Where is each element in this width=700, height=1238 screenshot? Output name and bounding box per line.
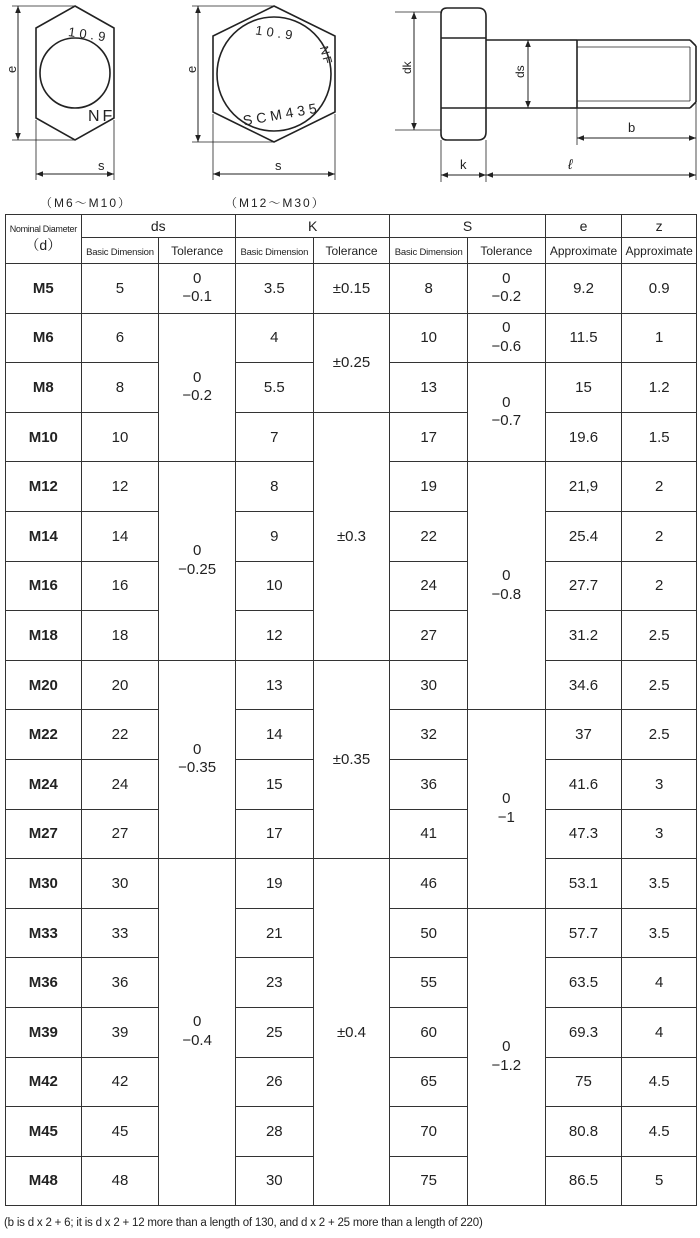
cell-z-approx: 4 <box>622 958 697 1008</box>
cell-k-tolerance: ±0.35 <box>313 660 390 858</box>
table-row <box>6 313 697 363</box>
table-row <box>6 859 697 909</box>
cell-z-approx: 2.5 <box>622 611 697 661</box>
dim-label-s-2: s <box>275 158 282 173</box>
cell-s-basic: 41 <box>390 809 468 859</box>
subheader-ds-tolerance: Tolerance <box>159 238 236 264</box>
tolerance-lower: −0.8 <box>491 585 522 603</box>
tolerance-upper: 0 <box>192 1013 202 1031</box>
cell-ds-tolerance <box>159 859 236 1206</box>
cell-ds-basic: 16 <box>81 561 159 611</box>
cell-e-approx: 37 <box>545 710 622 760</box>
cell-ds-basic: 5 <box>81 264 159 314</box>
tolerance-upper: 0 <box>502 790 511 808</box>
cell-e-approx: 53.1 <box>545 859 622 909</box>
cell-k-basic: 7 <box>235 412 313 462</box>
cell-s-basic: 8 <box>390 264 468 314</box>
table-row <box>6 660 697 710</box>
cell-ds-basic: 22 <box>81 710 159 760</box>
cell-e-approx: 11.5 <box>545 313 622 363</box>
head-mark-grade-2: 10.9 <box>254 22 298 44</box>
tolerance-lower: −0.4 <box>182 1032 212 1050</box>
cell-k-basic: 26 <box>235 1057 313 1107</box>
header-nominal-diameter: Nominal Diameter （d） <box>6 215 82 264</box>
tolerance-lower: −0.1 <box>182 288 212 306</box>
dim-label-ds: ds <box>513 65 527 78</box>
cell-z-approx: 4 <box>622 1007 697 1057</box>
dim-label-s-1: s <box>98 158 105 173</box>
cell-ds-tolerance <box>159 313 236 462</box>
cell-k-basic: 30 <box>235 1156 313 1206</box>
subheader-k-tolerance: Tolerance <box>313 238 390 264</box>
cell-s-basic: 10 <box>390 313 468 363</box>
cell-k-basic: 13 <box>235 660 313 710</box>
tolerance-upper: 0 <box>192 269 202 287</box>
cell-k-basic: 17 <box>235 809 313 859</box>
head-mark-maker-1: NF <box>88 108 116 125</box>
bolt-drawing <box>0 0 700 212</box>
cell-z-approx: 1 <box>622 313 697 363</box>
dim-label-dk: dk <box>400 61 414 74</box>
cell-ds-basic: 18 <box>81 611 159 661</box>
cell-e-approx: 47.3 <box>545 809 622 859</box>
cell-z-approx: 2 <box>622 511 697 561</box>
tolerance-lower: −1.2 <box>491 1057 522 1074</box>
cell-nominal-diameter: M10 <box>6 412 82 462</box>
cell-z-approx: 2.5 <box>622 660 697 710</box>
cell-s-basic: 60 <box>390 1007 468 1057</box>
tolerance-lower: −0.7 <box>491 412 522 430</box>
cell-nominal-diameter: M30 <box>6 859 82 909</box>
tolerance-upper: 0 <box>502 319 511 337</box>
cell-s-tolerance <box>468 363 546 462</box>
cell-nominal-diameter: M33 <box>6 908 82 958</box>
cell-nominal-diameter: M12 <box>6 462 82 512</box>
cell-z-approx: 3.5 <box>622 859 697 909</box>
dim-label-e-2: e <box>184 65 199 73</box>
header-ds: ds <box>81 215 235 238</box>
cell-nominal-diameter: M5 <box>6 264 82 314</box>
cell-ds-tolerance <box>159 462 236 660</box>
cell-z-approx: 2.5 <box>622 710 697 760</box>
cell-z-approx: 0.9 <box>622 264 697 314</box>
tolerance-upper: 0 <box>502 393 511 411</box>
cell-s-basic: 22 <box>390 511 468 561</box>
cell-s-basic: 30 <box>390 660 468 710</box>
cell-ds-basic: 24 <box>81 759 159 809</box>
table-row <box>6 264 697 314</box>
header-z: z <box>622 215 697 238</box>
tolerance-lower: −0.2 <box>182 387 212 405</box>
tolerance-upper: 0 <box>502 269 511 287</box>
cell-ds-basic: 8 <box>81 363 159 413</box>
bolt-dimension-table <box>5 214 697 1206</box>
cell-k-basic: 23 <box>235 958 313 1008</box>
cell-e-approx: 41.6 <box>545 759 622 809</box>
cell-nominal-diameter: M48 <box>6 1156 82 1206</box>
cell-ds-basic: 10 <box>81 412 159 462</box>
cell-s-basic: 27 <box>390 611 468 661</box>
cell-ds-basic: 33 <box>81 908 159 958</box>
cell-k-basic: 10 <box>235 561 313 611</box>
cell-ds-basic: 6 <box>81 313 159 363</box>
cell-nominal-diameter: M6 <box>6 313 82 363</box>
dim-label-b: b <box>628 120 636 135</box>
cell-s-basic: 32 <box>390 710 468 760</box>
cell-z-approx: 2 <box>622 561 697 611</box>
header-e: e <box>545 215 622 238</box>
cell-s-basic: 46 <box>390 859 468 909</box>
cell-z-approx: 3 <box>622 809 697 859</box>
cell-ds-basic: 36 <box>81 958 159 1008</box>
caption-m12-m30: （M12～M30） <box>225 196 326 210</box>
cell-z-approx: 4.5 <box>622 1107 697 1157</box>
cell-s-basic: 36 <box>390 759 468 809</box>
bolt-dimension-figure <box>0 0 700 212</box>
cell-z-approx: 3.5 <box>622 908 697 958</box>
cell-k-basic: 3.5 <box>235 264 313 314</box>
cell-s-basic: 50 <box>390 908 468 958</box>
subheader-k-basic: Basic Dimension <box>235 238 313 264</box>
cell-e-approx: 27.7 <box>545 561 622 611</box>
cell-ds-basic: 48 <box>81 1156 159 1206</box>
cell-nominal-diameter: M45 <box>6 1107 82 1157</box>
cell-e-approx: 21,9 <box>545 462 622 512</box>
header-k: K <box>235 215 389 238</box>
cell-k-basic: 21 <box>235 908 313 958</box>
head-mark-maker-2: NF <box>316 44 336 68</box>
cell-k-tolerance: ±0.15 <box>313 264 390 314</box>
cell-ds-basic: 45 <box>81 1107 159 1157</box>
subheader-s-tolerance: Tolerance <box>468 238 546 264</box>
cell-ds-tolerance <box>159 660 236 858</box>
cell-s-basic: 70 <box>390 1107 468 1157</box>
cell-k-basic: 12 <box>235 611 313 661</box>
cell-e-approx: 15 <box>545 363 622 413</box>
subheader-s-basic: Basic Dimension <box>390 238 468 264</box>
cell-z-approx: 5 <box>622 1156 697 1206</box>
cell-nominal-diameter: M18 <box>6 611 82 661</box>
table-row <box>6 412 697 462</box>
cell-e-approx: 86.5 <box>545 1156 622 1206</box>
tolerance-upper: 0 <box>192 542 202 560</box>
cell-s-basic: 13 <box>390 363 468 413</box>
cell-k-basic: 15 <box>235 759 313 809</box>
cell-nominal-diameter: M16 <box>6 561 82 611</box>
cell-s-basic: 65 <box>390 1057 468 1107</box>
cell-s-tolerance <box>468 710 546 908</box>
cell-s-basic: 17 <box>390 412 468 462</box>
cell-e-approx: 75 <box>545 1057 622 1107</box>
head-mark-material-2: SCM435 <box>241 99 322 129</box>
tolerance-lower: −0.25 <box>178 561 217 579</box>
bolt-side-view <box>441 8 696 140</box>
cell-s-tolerance <box>468 462 546 710</box>
tolerance-upper: 0 <box>502 1038 511 1056</box>
subheader-ds-basic: Basic Dimension <box>81 238 159 264</box>
cell-s-tolerance <box>468 313 546 363</box>
cell-ds-tolerance <box>159 264 236 314</box>
cell-k-basic: 19 <box>235 859 313 909</box>
cell-nominal-diameter: M36 <box>6 958 82 1008</box>
cell-nominal-diameter: M8 <box>6 363 82 413</box>
dim-label-k: k <box>460 157 467 172</box>
subheader-z-approx: Approximate <box>622 238 697 264</box>
cell-e-approx: 80.8 <box>545 1107 622 1157</box>
cell-s-basic: 19 <box>390 462 468 512</box>
caption-m6-m10: （M6～M10） <box>40 196 133 210</box>
cell-nominal-diameter: M22 <box>6 710 82 760</box>
tolerance-lower: −0.6 <box>491 337 522 355</box>
footnote: (b is d x 2 + 6; it is d x 2 + 12 more than a length of 130, and d x 2 + 25 more than a length of 220) <box>4 1217 483 1229</box>
cell-ds-basic: 42 <box>81 1057 159 1107</box>
cell-ds-basic: 20 <box>81 660 159 710</box>
cell-nominal-diameter: M20 <box>6 660 82 710</box>
cell-e-approx: 19.6 <box>545 412 622 462</box>
cell-e-approx: 25.4 <box>545 511 622 561</box>
tolerance-upper: 0 <box>192 368 202 386</box>
cell-s-basic: 75 <box>390 1156 468 1206</box>
cell-e-approx: 57.7 <box>545 908 622 958</box>
cell-nominal-diameter: M24 <box>6 759 82 809</box>
cell-k-basic: 14 <box>235 710 313 760</box>
cell-k-basic: 8 <box>235 462 313 512</box>
dim-label-length: ℓ <box>568 156 573 172</box>
cell-ds-basic: 14 <box>81 511 159 561</box>
cell-k-basic: 5.5 <box>235 363 313 413</box>
cell-ds-basic: 27 <box>81 809 159 859</box>
cell-z-approx: 4.5 <box>622 1057 697 1107</box>
cell-z-approx: 1.5 <box>622 412 697 462</box>
cell-s-tolerance <box>468 908 546 1206</box>
cell-s-basic: 55 <box>390 958 468 1008</box>
subheader-e-approx: Approximate <box>545 238 622 264</box>
cell-nominal-diameter: M14 <box>6 511 82 561</box>
tolerance-lower: −0.35 <box>178 759 217 777</box>
cell-z-approx: 1.2 <box>622 363 697 413</box>
cell-z-approx: 2 <box>622 462 697 512</box>
header-s: S <box>390 215 545 238</box>
cell-k-tolerance: ±0.4 <box>313 859 390 1206</box>
cell-k-basic: 25 <box>235 1007 313 1057</box>
cell-ds-basic: 30 <box>81 859 159 909</box>
cell-e-approx: 9.2 <box>545 264 622 314</box>
cell-ds-basic: 12 <box>81 462 159 512</box>
cell-e-approx: 34.6 <box>545 660 622 710</box>
tolerance-lower: −0.2 <box>491 288 522 306</box>
tolerance-lower: −1 <box>497 809 515 827</box>
cell-z-approx: 3 <box>622 759 697 809</box>
cell-e-approx: 63.5 <box>545 958 622 1008</box>
tolerance-upper: 0 <box>192 740 202 758</box>
cell-s-tolerance <box>468 264 546 314</box>
cell-k-basic: 9 <box>235 511 313 561</box>
cell-nominal-diameter: M42 <box>6 1057 82 1107</box>
cell-e-approx: 31.2 <box>545 611 622 661</box>
cell-k-tolerance: ±0.25 <box>313 313 390 412</box>
cell-k-basic: 4 <box>235 313 313 363</box>
cell-k-tolerance: ±0.3 <box>313 412 390 660</box>
cell-ds-basic: 39 <box>81 1007 159 1057</box>
table-body <box>6 264 697 1206</box>
cell-k-basic: 28 <box>235 1107 313 1157</box>
cell-nominal-diameter: M27 <box>6 809 82 859</box>
cell-s-basic: 24 <box>390 561 468 611</box>
head-mark-grade-1: 10.9 <box>67 24 111 45</box>
tolerance-upper: 0 <box>502 567 511 585</box>
dim-label-e-1: e <box>4 65 19 73</box>
cell-e-approx: 69.3 <box>545 1007 622 1057</box>
cell-nominal-diameter: M39 <box>6 1007 82 1057</box>
